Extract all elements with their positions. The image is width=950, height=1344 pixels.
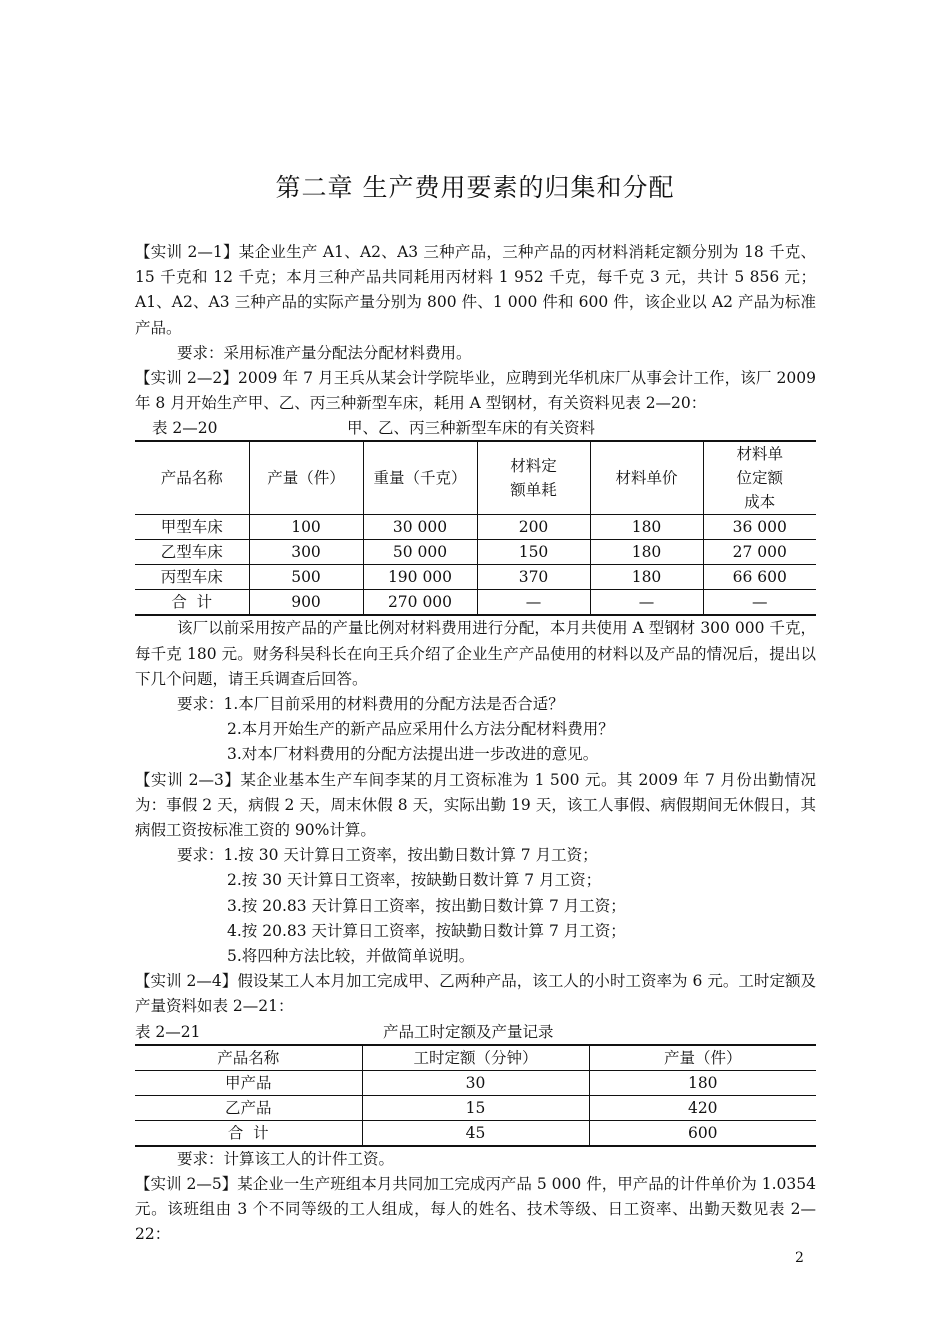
exercise-2-4-text: 【实训 2—4】假设某工人本月加工完成甲、乙两种产品，该工人的小时工资率为 6 元。工时定额及产量资料如表 2—21： — [135, 972, 816, 1016]
chapter-title: 第二章 生产费用要素的归集和分配 — [275, 173, 675, 202]
table-number: 表 2—21 — [135, 1022, 201, 1041]
table-2-21-caption — [135, 1020, 816, 1044]
table-cell: 45 — [362, 1120, 589, 1146]
table-title: 产品工时定额及产量记录 — [383, 1022, 554, 1041]
table-header-row — [135, 441, 816, 515]
exercise-tag: 【实训 2—2】 — [135, 369, 238, 388]
table-cell: 丙型车床 — [135, 565, 249, 590]
table-header-cell: 产量（件） — [249, 441, 363, 515]
table-cell: 300 — [249, 540, 363, 565]
table-cell: 420 — [589, 1095, 816, 1120]
table-header-cell: 重量（千克） — [363, 441, 477, 515]
table-number: 表 2—20 — [152, 419, 218, 438]
table-header-row — [135, 1045, 816, 1071]
table-cell: 甲型车床 — [135, 515, 249, 540]
table-cell: 乙型车床 — [135, 540, 249, 565]
table-cell: 180 — [590, 565, 703, 590]
table-cell: — — [477, 590, 590, 616]
exercise-2-2-requirement-2: 2.本月开始生产的新产品应采用什么方法分配材料费用？ — [227, 720, 614, 739]
table-2-20-caption — [135, 416, 816, 440]
table-cell: 乙产品 — [135, 1095, 362, 1120]
exercise-tag: 【实训 2—4】 — [135, 972, 238, 991]
exercise-2-3-requirement-2: 2.按 30 天计算日工资率，按缺勤日数计算 7 月工资； — [227, 871, 602, 890]
table-cell: 600 — [589, 1120, 816, 1146]
table-header-cell: 材料单价 — [590, 441, 703, 515]
table-cell: 270 000 — [363, 590, 477, 616]
table-total-row — [135, 1120, 816, 1146]
table-cell: 50 000 — [363, 540, 477, 565]
exercise-2-3-text: 【实训 2—3】某企业基本生产车间李某的月工资标准为 1 500 元。其 2009 年 7 月份出勤情况为：事假 2 天，病假 2 天，周末休假 8 天，实际出勤 19 天，该工人事假、病假期间无休假日，其病假工资按标准工资的 90%计算。 — [135, 770, 816, 840]
table-cell: 370 — [477, 565, 590, 590]
exercise-tag: 【实训 2—5】 — [135, 1174, 238, 1193]
table-title: 甲、乙、丙三种新型车床的有关资料 — [347, 419, 596, 438]
exercise-2-1-requirement: 要求：采用标准产量分配法分配材料费用。 — [177, 343, 472, 362]
table-cell: — — [590, 590, 703, 616]
table-header-cell: 工时定额（分钟） — [362, 1045, 589, 1071]
exercise-2-5-text: 【实训 2—5】某企业一生产班组本月共同加工完成丙产品 5 000 件，甲产品的计件单价为 1.0354 元。该班组由 3 个不同等级的工人组成，每人的姓名、技术等级、日工资率、出勤天数见表 2—22： — [135, 1174, 816, 1244]
table-header-cell: 产量（件） — [589, 1045, 816, 1071]
table-cell: 66 600 — [703, 565, 816, 590]
table-2-20 — [135, 440, 816, 616]
exercise-2-2-followup: 该厂以前采用按产品的产量比例对材料费用进行分配，本月共使用 A 型钢材 300 000 千克，每千克 180 元。财务科吴科长在向王兵介绍了企业生产产品使用的材料以及产品的情况后，提出以下几个问题，请王兵调查后回答。 — [135, 619, 816, 688]
table-header-cell: 材料单位定额成本 — [703, 441, 816, 515]
table-row — [135, 515, 816, 540]
table-row — [135, 565, 816, 590]
exercise-2-3-requirement-5: 5.将四种方法比较，并做简单说明。 — [227, 947, 475, 966]
exercise-2-2-requirement-1: 要求：1.本厂目前采用的材料费用的分配方法是否合适？ — [177, 695, 564, 714]
table-row — [135, 1095, 816, 1120]
exercise-2-3-requirement-4: 4.按 20.83 天计算日工资率，按缺勤日数计算 7 月工资； — [227, 921, 626, 940]
table-cell: 200 — [477, 515, 590, 540]
table-cell: 150 — [477, 540, 590, 565]
table-cell: 190 000 — [363, 565, 477, 590]
table-total-row — [135, 590, 816, 616]
table-cell: 27 000 — [703, 540, 816, 565]
document-body — [135, 240, 816, 1247]
table-2-21 — [135, 1044, 816, 1147]
table-cell: 合 计 — [135, 1120, 362, 1146]
table-cell: 180 — [590, 540, 703, 565]
exercise-2-4-requirement: 要求：计算该工人的计件工资。 — [177, 1149, 395, 1168]
page-number: 2 — [795, 1250, 804, 1266]
table-row — [135, 540, 816, 565]
table-header-cell: 材料定额单耗 — [477, 441, 590, 515]
table-cell: 36 000 — [703, 515, 816, 540]
exercise-2-2-text: 【实训 2—2】2009 年 7 月王兵从某会计学院毕业，应聘到光华机床厂从事会计工作，该厂 2009 年 8 月开始生产甲、乙、丙三种新型车床，耗用 A 型钢材，有关资料见表 2—20： — [135, 369, 817, 413]
table-header-cell: 产品名称 — [135, 1045, 362, 1071]
table-cell: 30 000 — [363, 515, 477, 540]
exercise-2-2-requirement-3: 3.对本厂材料费用的分配方法提出进一步改进的意见。 — [227, 745, 599, 764]
table-cell: 180 — [589, 1070, 816, 1095]
table-cell: 甲产品 — [135, 1070, 362, 1095]
exercise-tag: 【实训 2—1】 — [135, 243, 239, 261]
table-cell: 500 — [249, 565, 363, 590]
exercise-2-3-requirement-3: 3.按 20.83 天计算日工资率，按出勤日数计算 7 月工资； — [227, 896, 626, 915]
table-cell: 900 — [249, 590, 363, 616]
exercise-tag: 【实训 2—3】 — [135, 770, 241, 789]
table-cell: 15 — [362, 1095, 589, 1120]
table-row — [135, 1070, 816, 1095]
table-cell: — — [703, 590, 816, 616]
table-header-cell: 产品名称 — [135, 441, 249, 515]
table-cell: 30 — [362, 1070, 589, 1095]
exercise-2-3-requirement-1: 要求：1.按 30 天计算日工资率，按出勤日数计算 7 月工资； — [177, 846, 598, 865]
exercise-2-1-text: 【实训 2—1】某企业生产 A1、A2、A3 三种产品，三种产品的丙材料消耗定额分别为 18 千克、15 千克和 12 千克；本月三种产品共同耗用丙材料 1 952 千克，每千克 3 元，共计 5 856 元；A1、A2、A3 三种产品的实际产量分别为 800 件、1 000 件和 600 件，该企业以 A2 产品为标准产品。 — [135, 243, 816, 337]
table-cell: 100 — [249, 515, 363, 540]
table-cell: 180 — [590, 515, 703, 540]
table-cell: 合 计 — [135, 590, 249, 616]
